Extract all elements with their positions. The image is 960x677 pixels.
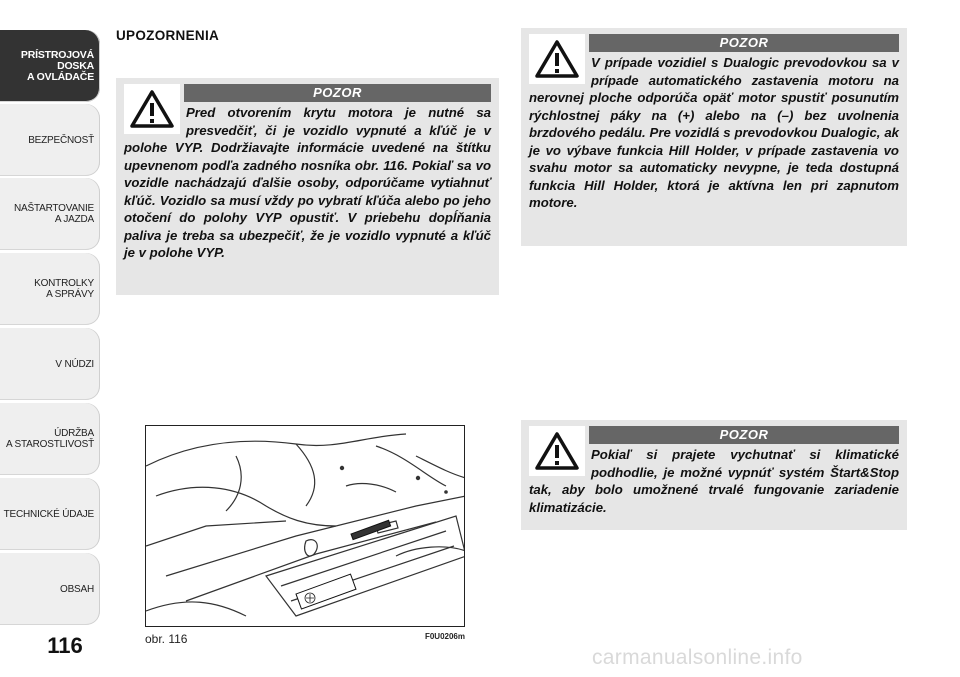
tab-pristrojova-doska[interactable]: PRÍSTROJOVÁ DOSKA A OVLÁDAČE [0,30,100,102]
warning-triangle-icon [529,426,585,476]
section-heading: UPOZORNENIA [116,28,220,43]
warning-box-dualogic [521,28,907,246]
warning-text: V prípade vozidiel s Dualogic prevodovkou sa v prípade automatického zastavenia motoru na nerovnej ploche odporúča opäť motor spustiť posunutím rýchlostnej páky na (+) alebo na (–) bez uvolnenia brzdového pedálu. Pre vozidlá s prevodovkou Dualogic, ak je vo výbave funkcia Hill Holder, v prípade zastavenia vo svahu motor sa automaticky nevypne, je teda dostupná funkcia Hill Holder, ktorá je aktívna len pri zapnutom motore. [529,55,899,210]
figure-code: F0U0206m [424,632,465,641]
tab-kontrolky-a-spravy[interactable]: KONTROLKY A SPRÁVY [0,253,100,325]
tab-udrzba[interactable]: ÚDRŽBA A STAROSTLIVOSŤ [0,403,100,475]
watermark: carmanualsonline.info [592,646,803,669]
page-number: 116 [47,633,83,658]
warning-box-engine-cover [116,78,499,295]
warning-title: POZOR [184,84,491,102]
engine-bay-drawing [146,426,465,627]
warning-triangle-icon [529,34,585,84]
warning-triangle-icon [124,84,180,134]
warning-title: POZOR [589,34,899,52]
warning-text: Pokiaľ si prajete vychutnať si klimatické podhodlie, je možné vypnúť systém Štart&Stop tak, aby bolo umožnené trvalé fungovanie zariadenie klimatizácie. [529,447,899,515]
tab-obsah[interactable]: OBSAH [0,553,100,625]
warning-title: POZOR [589,426,899,444]
warning-box-start-stop [521,420,907,530]
figure-engine-bay-label [145,425,465,627]
tab-bezpecnost[interactable]: BEZPEČNOSŤ [0,104,100,176]
figure-caption: obr. 116 [145,632,188,646]
tab-v-nudzi[interactable]: V NÚDZI [0,328,100,400]
tab-technicke-udaje[interactable]: TECHNICKÉ ÚDAJE [0,478,100,550]
warning-text: Pred otvorením krytu motora je nutné sa presvedčiť, či je vozidlo vypnuté a kľúč je v polohe VYP. Dodržiavajte informácie uvedené na štítku upevnenom podľa zadného nosníka obr. 116. Pokiaľ sa vo vozidle nachádzajú ďalšie osoby, odporúčame vytiahnuť kľúč. Vozidlo sa musí vždy po vybratí kľúča alebo po jeho otočení do polohy VYP opustiť. V priebehu dopĺňania paliva je treba sa ubezpečiť, že je vozidlo vypnuté a kľúč je v polohe VYP. [124,105,491,260]
chapter-sidebar [0,0,104,640]
tab-nastartovanie-a-jazda[interactable]: NAŠTARTOVANIE A JAZDA [0,178,100,250]
